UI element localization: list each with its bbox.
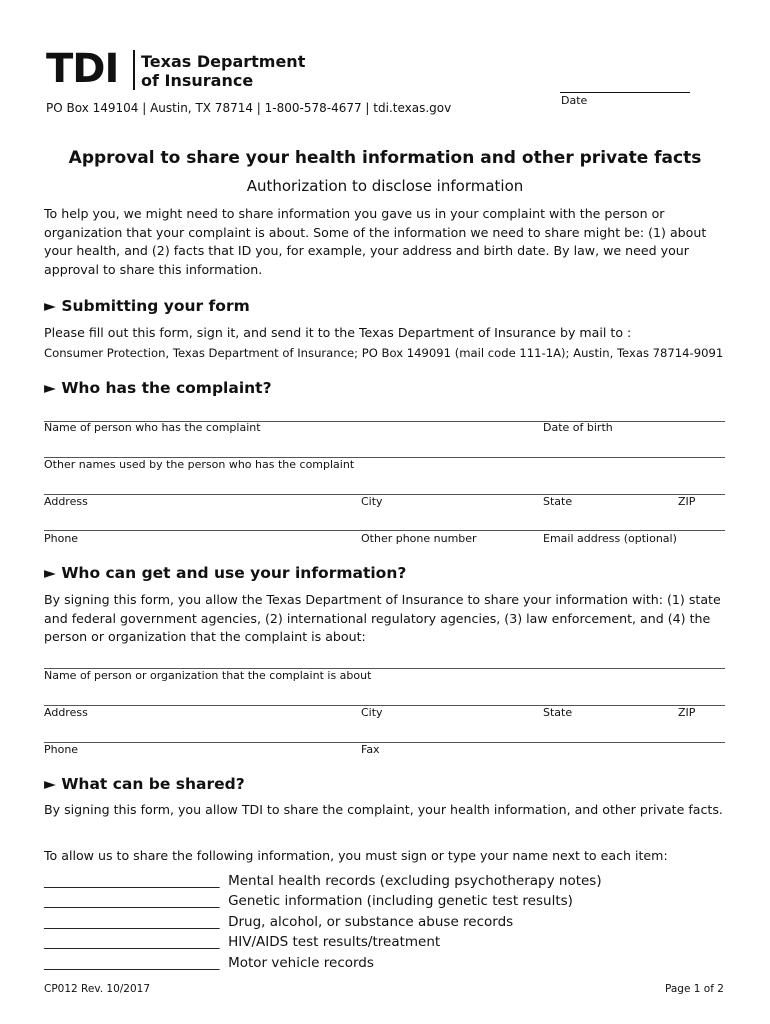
address-label: Address [44, 495, 88, 508]
date-label: Date [561, 94, 588, 107]
date-field[interactable] [560, 92, 690, 93]
complainant-address-field[interactable] [44, 494, 725, 495]
org-zip-label: ZIP [678, 706, 696, 719]
agency-name-line1: Texas Department [141, 52, 306, 71]
dob-label: Date of birth [543, 421, 613, 434]
org-name-label: Name of person or organization that the complaint is about [44, 669, 372, 682]
org-fax-label: Fax [361, 743, 380, 756]
intro-paragraph: To help you, we might need to share information you gave us in your complaint with the person or organization that your complaint is about. Some of the information we need to share might be: (1) about your health, and (2) facts that ID you, for example, your address and birth date. By law, we need your approval to share this information. [44, 206, 707, 277]
shared-text: By signing this form, you allow TDI to share the complaint, your health information, and other private facts. [44, 802, 723, 817]
org-phone-field[interactable] [44, 742, 725, 743]
other-names-label: Other names used by the person who has the complaint [44, 458, 355, 471]
share-item-hiv-aids[interactable]: __________________________ HIV/AIDS test results/treatment [44, 934, 441, 950]
shared-heading: ► What can be shared? [44, 775, 245, 793]
submitting-heading: ► Submitting your form [44, 297, 250, 315]
org-address-label: Address [44, 706, 88, 719]
page-number: Page 1 of 2 [665, 983, 724, 995]
state-label: State [543, 495, 573, 508]
org-city-label: City [361, 706, 383, 719]
who-can-heading: ► Who can get and use your information? [44, 564, 407, 582]
submitting-text: Please fill out this form, sign it, and send it to the Texas Department of Insurance by mail to : [44, 325, 632, 340]
complaint-heading: ► Who has the complaint? [44, 379, 272, 397]
email-label: Email address (optional) [543, 532, 677, 545]
agency-name [141, 52, 305, 90]
org-state-label: State [543, 706, 573, 719]
logo-divider [133, 50, 135, 90]
share-item-genetic[interactable]: __________________________ Genetic information (including genetic test results) [44, 893, 573, 909]
agency-address: PO Box 149104 | Austin, TX 78714 | 1-800-578-4677 | tdi.texas.gov [46, 101, 452, 115]
complainant-phone-field[interactable] [44, 530, 725, 531]
share-item-substance-abuse[interactable]: __________________________ Drug, alcohol, or substance abuse records [44, 914, 514, 930]
tdi-logo-mark: TDI [46, 46, 119, 92]
mailing-address: Consumer Protection, Texas Department of Insurance; PO Box 149091 (mail code 111-1A); Austin, Texas 78714-9091 [44, 346, 724, 360]
shared-instruction: To allow us to share the following information, you must sign or type your name next to each item: [44, 848, 668, 863]
complainant-name-label: Name of person who has the complaint [44, 421, 261, 434]
org-phone-label: Phone [44, 743, 79, 756]
city-label: City [361, 495, 383, 508]
who-can-text: By signing this form, you allow the Texas Department of Insurance to share your information with: (1) state and federal government agencies, (2) international regulatory agencies, (3) law enforcement, and (4) the person or organization that the complaint is about: [44, 592, 721, 644]
share-item-motor-vehicle[interactable]: __________________________ Motor vehicle records [44, 955, 374, 971]
other-phone-label: Other phone number [361, 532, 477, 545]
page-subtitle: Authorization to disclose information [246, 177, 524, 195]
zip-label: ZIP [678, 495, 696, 508]
phone-label: Phone [44, 532, 79, 545]
form-id: CP012 Rev. 10/2017 [44, 983, 151, 995]
page-title: Approval to share your health information and other private facts [68, 148, 702, 168]
agency-name-line2: of Insurance [141, 71, 254, 90]
share-item-mental-health[interactable]: __________________________ Mental health records (excluding psychotherapy notes) [44, 873, 602, 889]
org-address-field[interactable] [44, 705, 725, 706]
